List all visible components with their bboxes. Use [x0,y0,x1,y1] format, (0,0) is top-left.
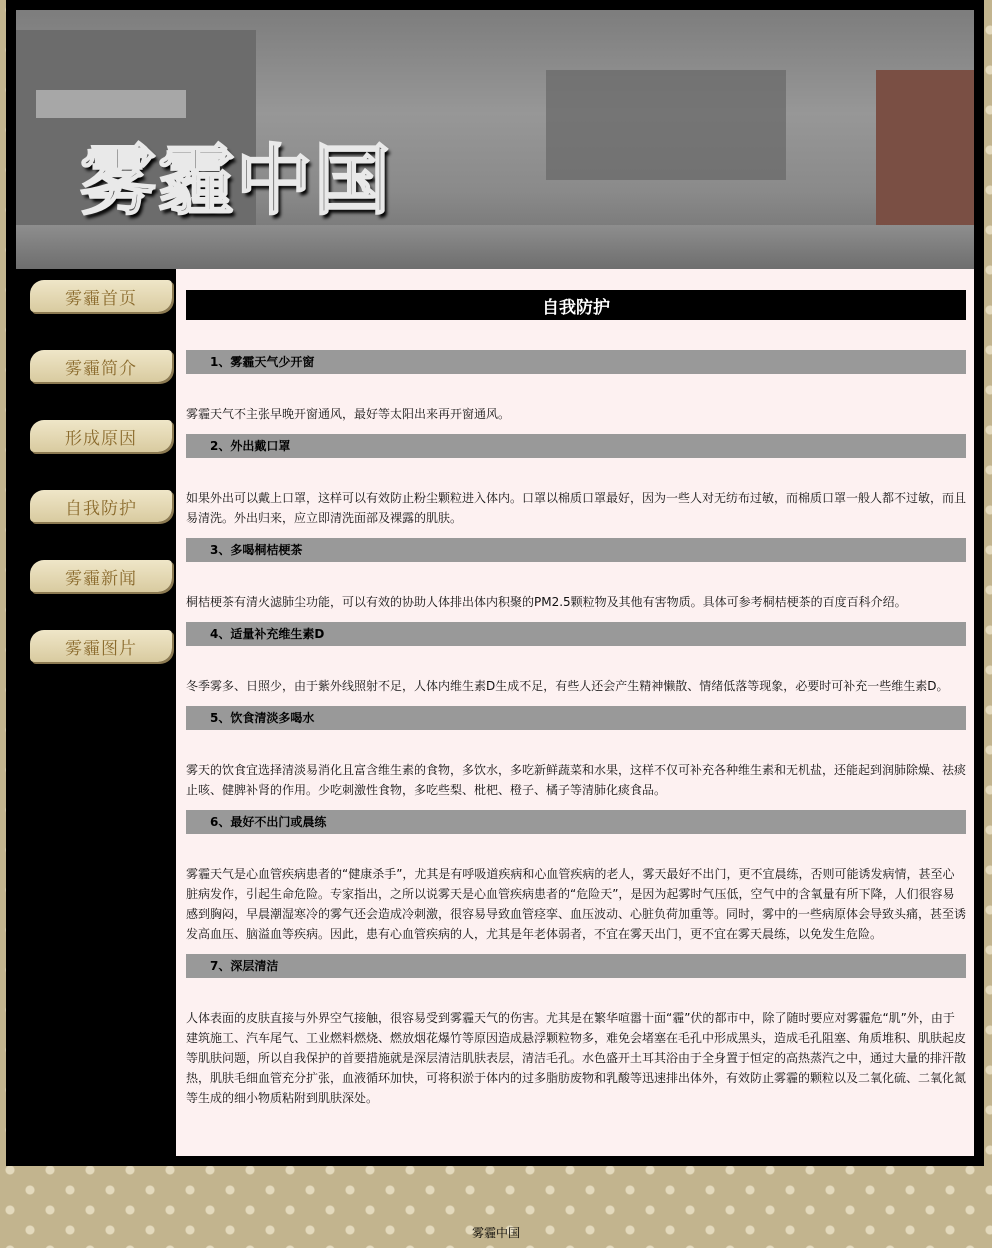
nav-item-intro[interactable]: 雾霾简介 [30,350,172,382]
nav-item-protection[interactable]: 自我防护 [30,490,172,522]
site-logo-title: 雾霾中国 [80,136,392,225]
section-body: 人体表面的皮肤直接与外界空气接触，很容易受到雾霾天气的伤害。尤其是在繁华喧嚣十面“霾”伏的都市中，除了随时要应对雾霾危“肌”外，由于建筑施工、汽车尾气、工业燃料燃烧、燃放烟花爆竹等原因造成悬浮颗粒物多，难免会堵塞在毛孔中形成黑头，造成毛孔阻塞、角质堆积、肌肤起皮等肌肤问题，所以自我保护的首要措施就是深层清洁肌肤表层，清洁毛孔。水色盛开土耳其浴由于全身置于恒定的高热蒸汽之中，通过大量的排汗散热，肌肤毛细血管充分扩张，血液循环加快，可将积淤于体内的过多脂肪废物和乳酸等迅速排出体外，有效防止雾霾的颗粒以及二氧化硫、二氧化氮等生成的细小物质粘附到肌肤深处。 [186,1011,967,1105]
section-title: 4、适量补充维生素D [186,622,966,646]
section-body: 雾霾天气不主张早晚开窗通风，最好等太阳出来再开窗通风。 [186,407,511,421]
banner-ground [16,225,974,269]
page-frame [6,0,984,1166]
page-title: 自我防护 [186,290,966,320]
section-body: 桐桔梗茶有清火滤肺尘功能，可以有效的协助人体排出体内积聚的PM2.5颗粒物及其他有害物质。具体可参考桐桔梗茶的百度百科介绍。 [186,595,907,609]
banner-building-center [546,70,786,180]
section-title: 5、饮食清淡多喝水 [186,706,966,730]
nav-item-pictures[interactable]: 雾霾图片 [30,630,172,662]
section-body: 雾霾天气是心血管疾病患者的“健康杀手”，尤其是有呼吸道疾病和心血管疾病的老人，雾天最好不出门，更不宜晨练，否则可能诱发病情，甚至心脏病发作，引起生命危险。专家指出，之所以说雾天是心血管疾病患者的“危险天”，是因为起雾时气压低，空气中的含氧量有所下降，人们很容易感到胸闷，早晨潮湿寒冷的雾气还会造成冷刺激，很容易导致血管痉挛、血压波动、心脏负荷加重等。同时，雾中的一些病原体会导致头痛，甚至诱发高血压、脑溢血等疾病。因此，患有心血管疾病的人，尤其是年老体弱者，不宜在雾天出门，更不宜在雾天晨练，以免发生危险。 [186,867,967,941]
section-title: 7、深层清洁 [186,954,966,978]
nav-item-causes[interactable]: 形成原因 [30,420,172,452]
section-body: 雾天的饮食宜选择清淡易消化且富含维生素的食物，多饮水，多吃新鲜蔬菜和水果，这样不仅可补充各种维生素和无机盐，还能起到润肺除燥、祛痰止咳、健脾补肾的作用。少吃刺激性食物，多吃些梨、枇杷、橙子、橘子等清肺化痰食品。 [186,763,967,797]
section-title: 6、最好不出门或晨练 [186,810,966,834]
banner-roof-left [36,90,186,118]
footer-text: 雾霾中国 [471,1226,520,1240]
section-body: 如果外出可以戴上口罩，这样可以有效防止粉尘颗粒进入体内。口罩以棉质口罩最好，因为一些人对无纺布过敏，而棉质口罩一般人都不过敏，而且易清洗。外出归来，应立即清洗面部及裸露的肌肤。 [186,491,967,525]
section-title: 2、外出戴口罩 [186,434,966,458]
section-body: 冬季雾多、日照少，由于紫外线照射不足，人体内维生素D生成不足，有些人还会产生精神懒散、情绪低落等现象，必要时可补充一些维生素D。 [186,679,949,693]
nav-item-news[interactable]: 雾霾新闻 [30,560,172,592]
header-banner [16,10,974,269]
sidebar-nav [16,269,176,1156]
nav-item-home[interactable]: 雾霾首页 [30,280,172,312]
section-title: 1、雾霾天气少开窗 [186,350,966,374]
section-title: 3、多喝桐桔梗茶 [186,538,966,562]
main-content [176,269,974,1156]
